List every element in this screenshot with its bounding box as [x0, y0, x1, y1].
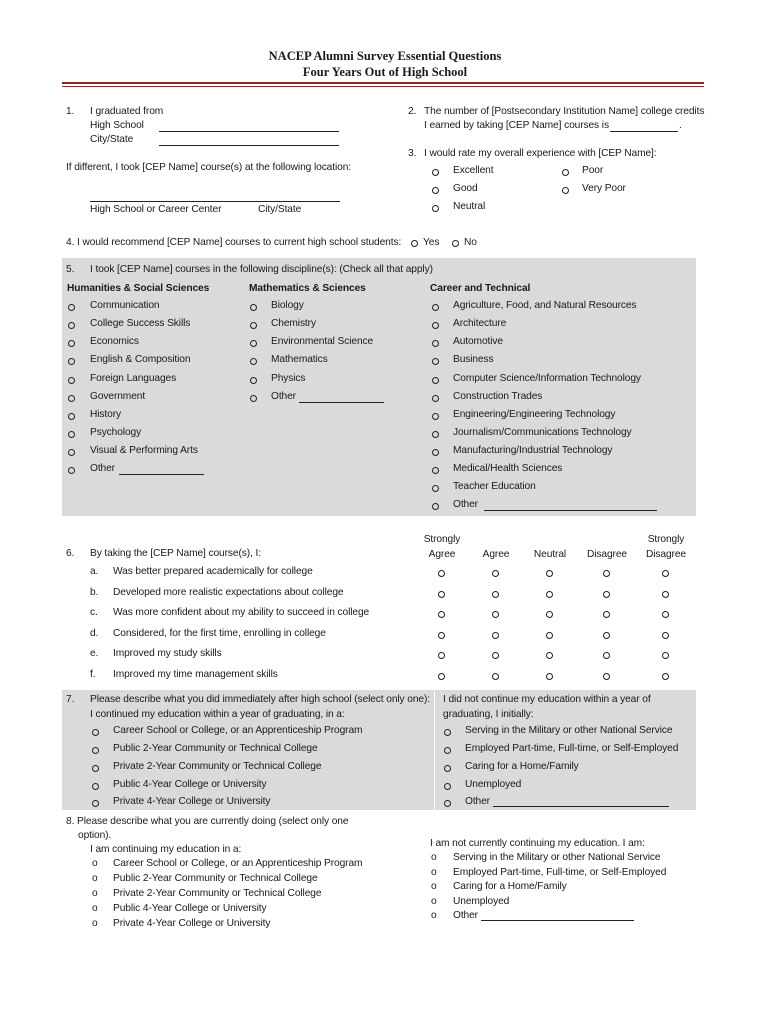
q2-period: .	[679, 120, 682, 131]
q6-item-letter: b.	[90, 587, 99, 598]
q6-radio[interactable]	[603, 673, 610, 680]
q4-no-label: No	[464, 237, 477, 248]
q6-scale-disagree: Disagree	[587, 549, 627, 560]
q7-option-label: Caring for a Home/Family	[465, 761, 579, 772]
q6-radio[interactable]	[662, 652, 669, 659]
q8-bullet[interactable]: o	[92, 873, 98, 884]
q8-line1: 8. Please describe what you are currently doing (select only one	[66, 816, 349, 827]
q5-checkbox[interactable]	[432, 413, 439, 420]
q7-option-label: Private 4-Year College or University	[113, 796, 271, 807]
q6-item-letter: d.	[90, 628, 99, 639]
q2-credits-field[interactable]	[610, 131, 678, 132]
q6-text: By taking the [CEP Name] course(s), I:	[90, 548, 261, 559]
q6-radio[interactable]	[492, 611, 499, 618]
q6-scale-strongly: Strongly	[423, 534, 461, 545]
q2-number: 2.	[408, 106, 417, 117]
q3-poor-label: Poor	[582, 165, 604, 176]
q6-item-text: Was more confident about my ability to succeed in college	[113, 607, 370, 618]
q1-hs-label: High School	[90, 120, 144, 131]
q5-option-label: Visual & Performing Arts	[90, 445, 198, 456]
q6-radio[interactable]	[546, 652, 553, 659]
q3-neutral-radio[interactable]	[432, 205, 439, 212]
q8-bullet[interactable]: o	[431, 867, 437, 878]
q5-option-label: Biology	[271, 300, 304, 311]
q5-option-label: Manufacturing/Industrial Technology	[453, 445, 613, 456]
q7-radio[interactable]	[444, 800, 451, 807]
q5-option-label: Teacher Education	[453, 481, 536, 492]
survey-subtitle: Four Years Out of High School	[302, 65, 468, 79]
q8-bullet[interactable]: o	[92, 888, 98, 899]
q3-good-label: Good	[453, 183, 478, 194]
q5-option-label: Medical/Health Sciences	[453, 463, 563, 474]
q5-option-label: Psychology	[90, 427, 142, 438]
q5-col2-heading: Mathematics & Sciences	[249, 283, 366, 294]
q8-option-label: Career School or College, or an Apprenticeship Program	[113, 858, 363, 869]
q5-option-label: Architecture	[453, 318, 507, 329]
q5-col1-heading: Humanities & Social Sciences	[67, 283, 210, 294]
q6-radio[interactable]	[662, 591, 669, 598]
q6-radio[interactable]	[438, 632, 445, 639]
q5-checkbox[interactable]	[68, 358, 75, 365]
q5-col3-other-field[interactable]	[484, 510, 657, 511]
q1-different-text: If different, I took [CEP Name] course(s) at the following location:	[66, 162, 352, 173]
q6-radio[interactable]	[492, 673, 499, 680]
q6-radio[interactable]	[662, 632, 669, 639]
q6-item-text: Developed more realistic expectations about college	[113, 587, 344, 598]
q7-radio[interactable]	[92, 783, 99, 790]
q8-line3: I am continuing my education in a:	[90, 844, 242, 855]
q5-option-label: English & Composition	[90, 354, 191, 365]
q5-checkbox[interactable]	[432, 431, 439, 438]
q5-checkbox[interactable]	[68, 467, 75, 474]
q6-radio[interactable]	[492, 591, 499, 598]
q6-radio[interactable]	[438, 673, 445, 680]
q4-yes-label: Yes	[423, 237, 440, 248]
q3-text: I would rate my overall experience with [CEP Name]:	[424, 148, 657, 159]
q7-radio[interactable]	[444, 765, 451, 772]
q6-scale-agree2: Agree	[482, 549, 510, 560]
q5-checkbox[interactable]	[250, 377, 257, 384]
q7-option-label: Unemployed	[465, 779, 522, 790]
q3-neutral-label: Neutral	[453, 201, 486, 212]
q8-right-head: I am not currently continuing my education. I am:	[430, 838, 645, 849]
q6-radio[interactable]	[662, 570, 669, 577]
q6-radio[interactable]	[662, 611, 669, 618]
q7-line2: I continued my education within a year of graduating, in a:	[90, 709, 345, 720]
q5-checkbox[interactable]	[432, 322, 439, 329]
q5-checkbox[interactable]	[68, 431, 75, 438]
q7-right-head2: graduating, I initially:	[443, 709, 534, 720]
q5-checkbox[interactable]	[250, 304, 257, 311]
q5-option-label: Environmental Science	[271, 336, 374, 347]
q5-option-label: Chemistry	[271, 318, 316, 329]
title-rule	[62, 82, 704, 84]
q3-good-radio[interactable]	[432, 187, 439, 194]
q5-col3-heading: Career and Technical	[430, 283, 531, 294]
q5-checkbox[interactable]	[250, 358, 257, 365]
q6-radio[interactable]	[603, 591, 610, 598]
q7-line1: Please describe what you did immediately after high school (select only one):	[90, 694, 430, 705]
q7-radio[interactable]	[444, 783, 451, 790]
q5-checkbox[interactable]	[68, 449, 75, 456]
q7-radio[interactable]	[92, 765, 99, 772]
q5-checkbox[interactable]	[432, 449, 439, 456]
title-rule-thin	[62, 86, 704, 87]
q5-checkbox[interactable]	[250, 340, 257, 347]
q6-scale-neutral: Neutral	[533, 549, 567, 560]
q5-checkbox[interactable]	[68, 304, 75, 311]
q5-option-label: Business	[453, 354, 494, 365]
q7-option-label: Public 4-Year College or University	[113, 779, 267, 790]
q7-radio[interactable]	[92, 747, 99, 754]
q1-city-label: City/State	[90, 134, 134, 145]
q2-line1: The number of [Postsecondary Institution Name] college credits	[424, 106, 705, 117]
q3-number: 3.	[408, 148, 417, 159]
q6-scale-strongly2: Strongly	[647, 534, 685, 545]
q1-city2-label: City/State	[258, 204, 302, 215]
q5-checkbox[interactable]	[68, 413, 75, 420]
q5-checkbox[interactable]	[250, 322, 257, 329]
q6-radio[interactable]	[546, 570, 553, 577]
q6-radio[interactable]	[438, 570, 445, 577]
q3-excellent-radio[interactable]	[432, 169, 439, 176]
q6-radio[interactable]	[603, 652, 610, 659]
q5-option-label: Communication	[90, 300, 160, 311]
q7-option-label: Employed Part-time, Full-time, or Self-Employed	[465, 743, 679, 754]
q7-other-field[interactable]	[493, 806, 669, 807]
q8-option-label: Public 2-Year Community or Technical College	[113, 873, 318, 884]
q8-line2: option).	[78, 830, 112, 841]
q6-radio[interactable]	[492, 652, 499, 659]
q8-bullet[interactable]: o	[92, 918, 98, 929]
q3-very-poor-radio[interactable]	[562, 187, 569, 194]
q8-option-label: Private 2-Year Community or Technical College	[113, 888, 322, 899]
q5-option-label: Automotive	[453, 336, 503, 347]
q1-hs-center-label: High School or Career Center	[90, 204, 222, 215]
q7-radio[interactable]	[92, 800, 99, 807]
q6-radio[interactable]	[662, 673, 669, 680]
q6-item-letter: c.	[90, 607, 98, 618]
q5-checkbox[interactable]	[432, 395, 439, 402]
q7-option-label: Serving in the Military or other National Service	[465, 725, 673, 736]
q6-radio[interactable]	[438, 652, 445, 659]
q5-option-label: Construction Trades	[453, 391, 543, 402]
q5-option-label: Other	[271, 391, 296, 402]
q5-option-label: Foreign Languages	[90, 373, 177, 384]
q5-checkbox[interactable]	[432, 485, 439, 492]
q3-very-poor-label: Very Poor	[582, 183, 626, 194]
q8-option-label: Unemployed	[453, 896, 510, 907]
q8-option-label: Employed Part-time, Full-time, or Self-Employed	[453, 867, 667, 878]
q7-option-label: Career School or College, or an Apprenticeship Program	[113, 725, 363, 736]
survey-title: NACEP Alumni Survey Essential Questions	[268, 49, 502, 63]
q6-item-text: Improved my study skills	[113, 648, 222, 659]
q6-radio[interactable]	[603, 611, 610, 618]
q5-checkbox[interactable]	[250, 395, 257, 402]
q6-item-letter: e.	[90, 648, 99, 659]
q4-no-radio[interactable]	[452, 240, 459, 247]
q8-option-label: Private 4-Year College or University	[113, 918, 271, 929]
q1-number: 1.	[66, 106, 75, 117]
q5-option-label: Engineering/Engineering Technology	[453, 409, 616, 420]
q7-option-label: Public 2-Year Community or Technical College	[113, 743, 318, 754]
q1-text: I graduated from	[90, 106, 164, 117]
q8-bullet[interactable]: o	[92, 903, 98, 914]
q1-city-field[interactable]	[159, 145, 339, 146]
q5-panel	[62, 258, 696, 516]
q5-checkbox[interactable]	[432, 358, 439, 365]
q8-other-field[interactable]	[481, 920, 634, 921]
q5-checkbox[interactable]	[432, 503, 439, 510]
q6-radio[interactable]	[492, 570, 499, 577]
q6-radio[interactable]	[546, 673, 553, 680]
q5-option-label: College Success Skills	[90, 318, 191, 329]
q5-option-label: Mathematics	[271, 354, 328, 365]
q3-excellent-label: Excellent	[453, 165, 494, 176]
q6-radio[interactable]	[546, 632, 553, 639]
q7-radio[interactable]	[92, 729, 99, 736]
q5-checkbox[interactable]	[432, 304, 439, 311]
q5-option-label: History	[90, 409, 121, 420]
q8-option-label: Caring for a Home/Family	[453, 881, 567, 892]
q5-checkbox[interactable]	[68, 377, 75, 384]
q5-text: I took [CEP Name] courses in the following discipline(s): (Check all that apply)	[90, 264, 433, 275]
q5-checkbox[interactable]	[68, 395, 75, 402]
q6-radio[interactable]	[438, 611, 445, 618]
q5-number: 5.	[66, 264, 75, 275]
q2-line2: I earned by taking [CEP Name] courses is	[424, 120, 609, 131]
q6-scale-disagree2: Disagree	[646, 549, 686, 560]
q5-checkbox[interactable]	[68, 340, 75, 347]
q5-option-label: Economics	[90, 336, 139, 347]
q8-bullet[interactable]: o	[92, 858, 98, 869]
q5-option-label: Physics	[271, 373, 306, 384]
q5-option-label: Computer Science/Information Technology	[453, 373, 641, 384]
q5-col2-other-field[interactable]	[299, 402, 384, 403]
q7-divider	[434, 690, 435, 810]
q5-checkbox[interactable]	[432, 377, 439, 384]
q4-text: 4. I would recommend [CEP Name] courses to current high school students:	[66, 237, 402, 248]
q6-radio[interactable]	[546, 591, 553, 598]
q5-option-label: Government	[90, 391, 146, 402]
q6-item-text: Considered, for the first time, enrolling in college	[113, 628, 326, 639]
q3-poor-radio[interactable]	[562, 169, 569, 176]
q7-number: 7.	[66, 694, 75, 705]
q6-radio[interactable]	[492, 632, 499, 639]
q8-bullet[interactable]: o	[431, 896, 437, 907]
q7-radio[interactable]	[444, 747, 451, 754]
q5-option-label: Journalism/Communications Technology	[453, 427, 632, 438]
q5-option-label: Agriculture, Food, and Natural Resources	[453, 300, 637, 311]
q7-radio[interactable]	[444, 729, 451, 736]
q5-checkbox[interactable]	[432, 467, 439, 474]
q8-bullet[interactable]: o	[431, 910, 437, 921]
q6-item-text: Improved my time management skills	[113, 669, 278, 680]
q8-option-label: Public 4-Year College or University	[113, 903, 267, 914]
q5-col1-other-field[interactable]	[119, 474, 204, 475]
q6-radio[interactable]	[438, 591, 445, 598]
q5-option-label: Other	[453, 499, 478, 510]
q7-right-head1: I did not continue my education within a year of	[443, 694, 651, 705]
q6-scale-agree: Agree	[428, 549, 456, 560]
q1-hs-field[interactable]	[159, 131, 339, 132]
q7-option-label: Private 2-Year Community or Technical College	[113, 761, 322, 772]
q8-bullet[interactable]: o	[431, 852, 437, 863]
q7-option-label: Other	[465, 796, 490, 807]
q5-checkbox[interactable]	[68, 322, 75, 329]
q6-item-text: Was better prepared academically for college	[113, 566, 313, 577]
q5-checkbox[interactable]	[432, 340, 439, 347]
q6-radio[interactable]	[603, 570, 610, 577]
q6-item-letter: a.	[90, 566, 99, 577]
q8-bullet[interactable]: o	[431, 881, 437, 892]
q6-number: 6.	[66, 548, 75, 559]
q6-item-letter: f.	[90, 669, 96, 680]
q8-option-label: Other	[453, 910, 478, 921]
q5-option-label: Other	[90, 463, 115, 474]
q8-option-label: Serving in the Military or other National Service	[453, 852, 661, 863]
q4-yes-radio[interactable]	[411, 240, 418, 247]
q6-radio[interactable]	[603, 632, 610, 639]
q6-radio[interactable]	[546, 611, 553, 618]
q1-alt-location-field[interactable]	[90, 201, 340, 202]
